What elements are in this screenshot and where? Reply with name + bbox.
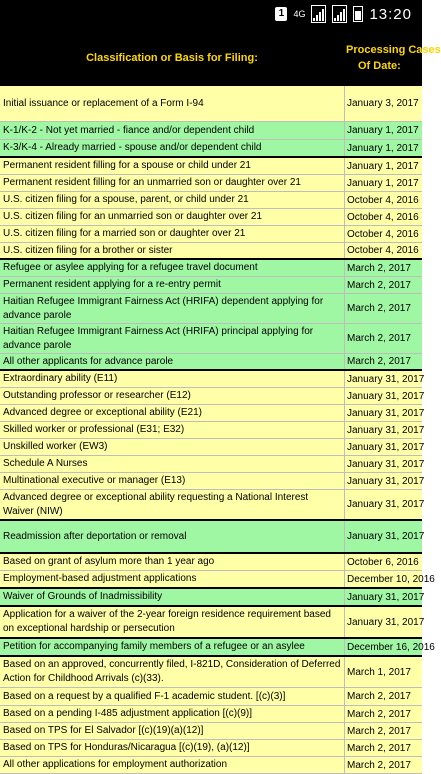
table-row xyxy=(0,439,425,456)
row-date: October 4, 2016 xyxy=(347,245,419,256)
row-classification: Employment-based adjustment applications xyxy=(0,571,345,587)
row-date: March 2, 2017 xyxy=(347,725,411,737)
row-date: October 4, 2016 xyxy=(347,211,419,223)
processing-times-table xyxy=(0,30,441,771)
table-row xyxy=(0,589,425,607)
row-date: March 2, 2017 xyxy=(347,742,411,754)
row-date: January 31, 2017 xyxy=(347,475,425,487)
row-classification: Permanent resident filling for a spouse or child under 21 xyxy=(0,158,345,174)
row-classification: Extraordinary ability (E11) xyxy=(0,371,345,387)
table-row xyxy=(0,192,422,209)
row-classification: U.S. citizen filing for a married son or daughter over 21 xyxy=(0,226,345,242)
table-row xyxy=(0,571,435,589)
row-classification: Advanced degree or exceptional ability (E21) xyxy=(0,405,345,421)
row-date: January 1, 2017 xyxy=(347,142,419,154)
row-date: December 16, 2016 xyxy=(347,641,435,653)
row-classification: Refugee or asylee applying for a refugee travel document xyxy=(0,260,345,276)
row-classification: K-3/K-4 - Already married - spouse and/or dependent child xyxy=(0,140,345,156)
signal-2-icon xyxy=(332,5,347,23)
table-row xyxy=(0,554,422,571)
row-date: December 10, 2016 xyxy=(347,573,435,585)
row-date: October 6, 2016 xyxy=(347,556,419,568)
row-classification: U.S. citizen filing for an unmarried son or daughter over 21 xyxy=(0,209,345,225)
row-classification: All other applications for employment authorization xyxy=(0,757,345,773)
table-row xyxy=(0,277,422,294)
row-classification: Based on TPS for Honduras/Nicaragua [(c)(19), (a)(12)] xyxy=(0,740,345,756)
status-bar xyxy=(0,0,422,30)
row-classification: Based on TPS for El Salvador [(c)(19)(a)(12)] xyxy=(0,723,345,739)
row-classification: Skilled worker or professional (E31; E32) xyxy=(0,422,345,438)
header-processing-line1: Processing Cases xyxy=(346,44,441,56)
row-date: January 31, 2017 xyxy=(347,499,425,510)
row-classification: Haitian Refugee Immigrant Fairness Act (HRIFA) dependent applying for advance parole xyxy=(0,294,345,323)
row-classification: K-1/K-2 - Not yet married - fiance and/or dependent child xyxy=(0,122,345,139)
table-row xyxy=(0,209,422,226)
row-date: January 31, 2017 xyxy=(347,458,425,470)
row-classification: U.S. citizen filing for a brother or sister xyxy=(0,243,345,258)
table-row xyxy=(0,86,422,122)
header-processing-line2: Of Date: xyxy=(358,60,401,72)
row-date: January 1, 2017 xyxy=(347,177,419,189)
row-classification: Based on grant of asylum more than 1 year ago xyxy=(0,554,345,570)
row-classification: Waiver of Grounds of Inadmissibility xyxy=(0,589,345,605)
row-classification: Schedule A Nurses xyxy=(0,456,345,472)
table-row xyxy=(0,740,422,757)
table-row xyxy=(0,688,422,706)
row-classification: Based on an approved, concurrently filed, I-821D, Consideration of Deferred Action for Childhood Arrivals (c)(33). xyxy=(0,657,345,687)
row-date: October 4, 2016 xyxy=(347,194,419,206)
table-row xyxy=(0,226,422,243)
table-body xyxy=(0,86,435,774)
row-date: March 2, 2017 xyxy=(347,356,411,367)
row-date: March 2, 2017 xyxy=(347,279,411,291)
row-date: March 2, 2017 xyxy=(347,759,411,771)
row-date: January 31, 2017 xyxy=(347,373,425,385)
row-classification: Unskilled worker (EW3) xyxy=(0,439,345,455)
table-row xyxy=(0,490,425,521)
table-row xyxy=(0,473,425,490)
row-classification: Application for a waiver of the 2-year foreign residence requirement based on exceptional hardship or persecution xyxy=(0,607,345,637)
table-row xyxy=(0,657,422,688)
row-date: January 31, 2017 xyxy=(347,616,425,628)
row-date: January 31, 2017 xyxy=(347,441,425,453)
clock: 13:20 xyxy=(369,5,412,23)
sim-indicator: 1 xyxy=(275,7,287,21)
header-classification: Classification or Basis for Filing: xyxy=(86,52,258,64)
header-processing-date xyxy=(344,30,441,86)
row-date: March 1, 2017 xyxy=(347,666,411,678)
table-row xyxy=(0,422,425,439)
row-classification: Multinational executive or manager (E13) xyxy=(0,473,345,489)
table-row xyxy=(0,122,422,140)
row-classification: Readmission after deportation or removal xyxy=(0,521,345,552)
row-date: March 2, 2017 xyxy=(347,262,411,274)
row-classification: Petition for accompanying family members of a refugee or an asylee xyxy=(0,639,345,655)
network-type: 4G xyxy=(293,8,306,19)
row-classification: Based on a request by a qualified F-1 academic student. [(c)(3)] xyxy=(0,688,345,705)
row-date: January 1, 2017 xyxy=(347,125,419,136)
table-row xyxy=(0,706,422,723)
row-date: January 1, 2017 xyxy=(347,160,419,172)
table-row xyxy=(0,354,422,371)
row-date: March 2, 2017 xyxy=(347,691,411,702)
table-row xyxy=(0,260,422,277)
table-row xyxy=(0,140,422,158)
table-row xyxy=(0,757,422,774)
row-date: January 31, 2017 xyxy=(347,407,425,419)
row-date: March 2, 2017 xyxy=(347,708,411,720)
row-classification: Haitian Refugee Immigrant Fairness Act (HRIFA) principal applying for advance parole xyxy=(0,324,345,353)
row-classification: Permanent resident filling for an unmarried son or daughter over 21 xyxy=(0,175,345,191)
row-date: January 31, 2017 xyxy=(347,531,425,542)
signal-icon xyxy=(311,5,326,23)
row-classification: Permanent resident applying for a re-entry permit xyxy=(0,277,345,293)
row-date: March 2, 2017 xyxy=(347,303,411,314)
row-date: January 31, 2017 xyxy=(347,591,425,603)
row-classification: U.S. citizen filing for a spouse, parent, or child under 21 xyxy=(0,192,345,208)
row-classification: Based on a pending I-485 adjustment application [(c)(9)] xyxy=(0,706,345,722)
table-row xyxy=(0,324,422,354)
table-header xyxy=(0,30,441,86)
battery-icon xyxy=(353,6,363,22)
row-date: January 31, 2017 xyxy=(347,424,425,436)
table-row xyxy=(0,294,422,324)
table-row xyxy=(0,388,425,405)
table-row xyxy=(0,723,422,740)
table-row xyxy=(0,456,425,473)
table-row xyxy=(0,371,425,388)
table-row xyxy=(0,521,425,554)
row-classification: All other applicants for advance parole xyxy=(0,354,345,369)
table-row xyxy=(0,243,422,260)
table-row xyxy=(0,405,425,422)
row-date: March 2, 2017 xyxy=(347,333,411,344)
row-classification: Outstanding professor or researcher (E12) xyxy=(0,388,345,404)
table-row xyxy=(0,639,435,657)
table-row xyxy=(0,607,425,639)
row-date: January 3, 2017 xyxy=(347,98,419,109)
table-row xyxy=(0,175,422,192)
row-date: January 31, 2017 xyxy=(347,390,425,402)
row-date: October 4, 2016 xyxy=(347,228,419,240)
row-classification: Advanced degree or exceptional ability requesting a National Interest Waiver (NIW) xyxy=(0,490,345,519)
row-classification: Initial issuance or replacement of a Form I-94 xyxy=(0,86,345,121)
table-row xyxy=(0,158,422,175)
